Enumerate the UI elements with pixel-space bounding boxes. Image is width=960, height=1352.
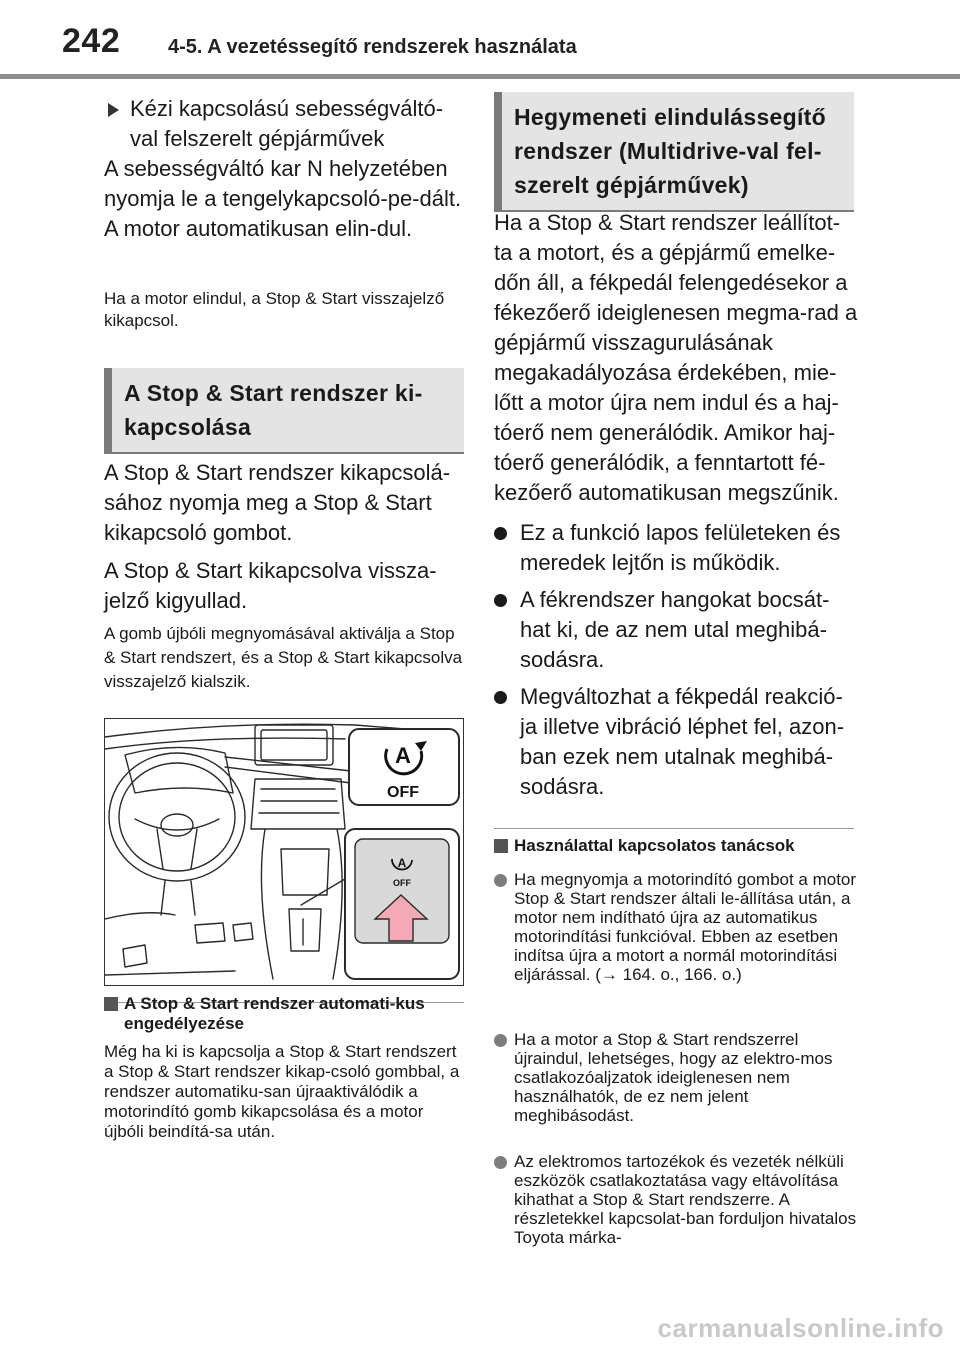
watermark: carmanualsonline.info [657, 1313, 944, 1343]
auto-enable-heading: A Stop & Start rendszer automati-kus engedélyezése [104, 994, 464, 1034]
bullet-item-1: Ez a funkció lapos felületeken és meredek lejtőn is működik. [494, 518, 858, 578]
tip-item-2: Ha a motor a Stop & Start rendszerrel újraindul, lehetséges, hogy az elektro-mos csatlakozóaljzatok ideiglenesen nem használhatók, de ez nem jelent meghibásodást. [494, 1030, 858, 1125]
reactivate-note: A gomb újbóli megnyomásával aktiválja a Stop & Start rendszert, és a Stop & Start kikapcsolva visszajelző kialszik. [104, 624, 463, 691]
svg-text:OFF: OFF [393, 878, 411, 888]
tip-item-3: Az elektromos tartozékok és vezeték nélküli eszközök csatlakoztatása vagy eltávolítása kihathat a Stop & Start rendszerre. A részletekkel kapcsolat-ban forduljon hivatalos Toyota márka- [494, 1152, 858, 1247]
svg-text:A: A [397, 856, 407, 870]
restart-paragraph: A sebességváltó kar N helyzetében nyomja le a tengelykapcsoló-pe-dált. A motor automatikusan elin-dul. [104, 156, 462, 241]
bullet-item-3: Megváltozhat a fékpedál reakció-ja illetve vibráció léphet fel, azon-ban ezek nem utalnak meghibá-sodásra. [494, 682, 858, 802]
bullet-item-2: A fékrendszer hangokat bocsát-hat ki, de az nem utal meghibá-sodásra. [494, 585, 858, 675]
bullet-dot-icon [494, 691, 507, 704]
page-number: 242 [62, 22, 121, 60]
grey-dot-icon [494, 1034, 507, 1047]
section-heading-hill-start: Hegymeneti elindulássegítő rendszer (Multidrive-val fel-szerelt gépjárművek) [494, 92, 854, 212]
tip-item-1: Ha megnyomja a motorindító gombot a motor Stop & Start rendszer általi le-állítása után, a motor nem indítható újra az automatikus motorindítási funkcióval. Ebben az esetben indítsa újra a motort a normál motorindítási eljárással. (→ 164. o., 166. o.) [494, 870, 858, 984]
chapter-title: 4-5. A vezetéssegítő rendszerek használata [168, 36, 577, 58]
manual-transmission-item: Kézi kapcsolású sebességváltó-val felszerelt gépjárművek [104, 94, 466, 154]
hill-start-paragraph: Ha a Stop & Start rendszer leállítot-ta a motort, és a gépjármű emelke-dőn áll, a fékpedál felengedésekor a fékezőerő ideiglenesen megma-rad a gépjármű visszagurulásának megakadályozása érdekében, mie-lőtt a motor újra nem indul és a haj-tóerő nem generálódik. Amikor haj-tóerő generálódik, a fenntartott fé-kezőerő automatikusan megszűnik. [494, 210, 858, 505]
bullet-dot-icon [494, 527, 507, 540]
restart-note: Ha a motor elindul, a Stop & Start visszajelző kikapcsol. [104, 289, 445, 330]
bullet-dot-icon [494, 594, 507, 607]
section-heading-deactivate: A Stop & Start rendszer ki-kapcsolása [104, 368, 464, 454]
page-header [0, 0, 960, 80]
triangle-bullet-icon [108, 103, 119, 117]
grey-dot-icon [494, 1156, 507, 1169]
indicator-paragraph: A Stop & Start kikapcsolva vissza-jelző kigyullad. [104, 558, 437, 613]
square-bullet-icon [494, 839, 508, 853]
dashboard-line-drawing [105, 719, 463, 985]
svg-text:OFF: OFF [387, 784, 419, 801]
square-bullet-icon [104, 997, 118, 1011]
auto-enable-text: Még ha ki is kapcsolja a Stop & Start rendszert a Stop & Start rendszer kikap-csoló gombbal, a rendszer automatiku-san újraaktiválódik a motorindító gomb kikapcsolása és a motor újbóli beindítá-sa után. [104, 1042, 460, 1141]
stop-start-button-illustration [104, 718, 464, 986]
tips-heading: Használattal kapcsolatos tanácsok [494, 836, 856, 856]
section-divider-right [494, 828, 854, 829]
svg-text:A: A [395, 743, 411, 768]
grey-dot-icon [494, 874, 507, 887]
deactivate-paragraph: A Stop & Start rendszer kikapcsolá-sához nyomja meg a Stop & Start kikapcsoló gombot. [104, 460, 451, 545]
header-rule [0, 74, 960, 79]
